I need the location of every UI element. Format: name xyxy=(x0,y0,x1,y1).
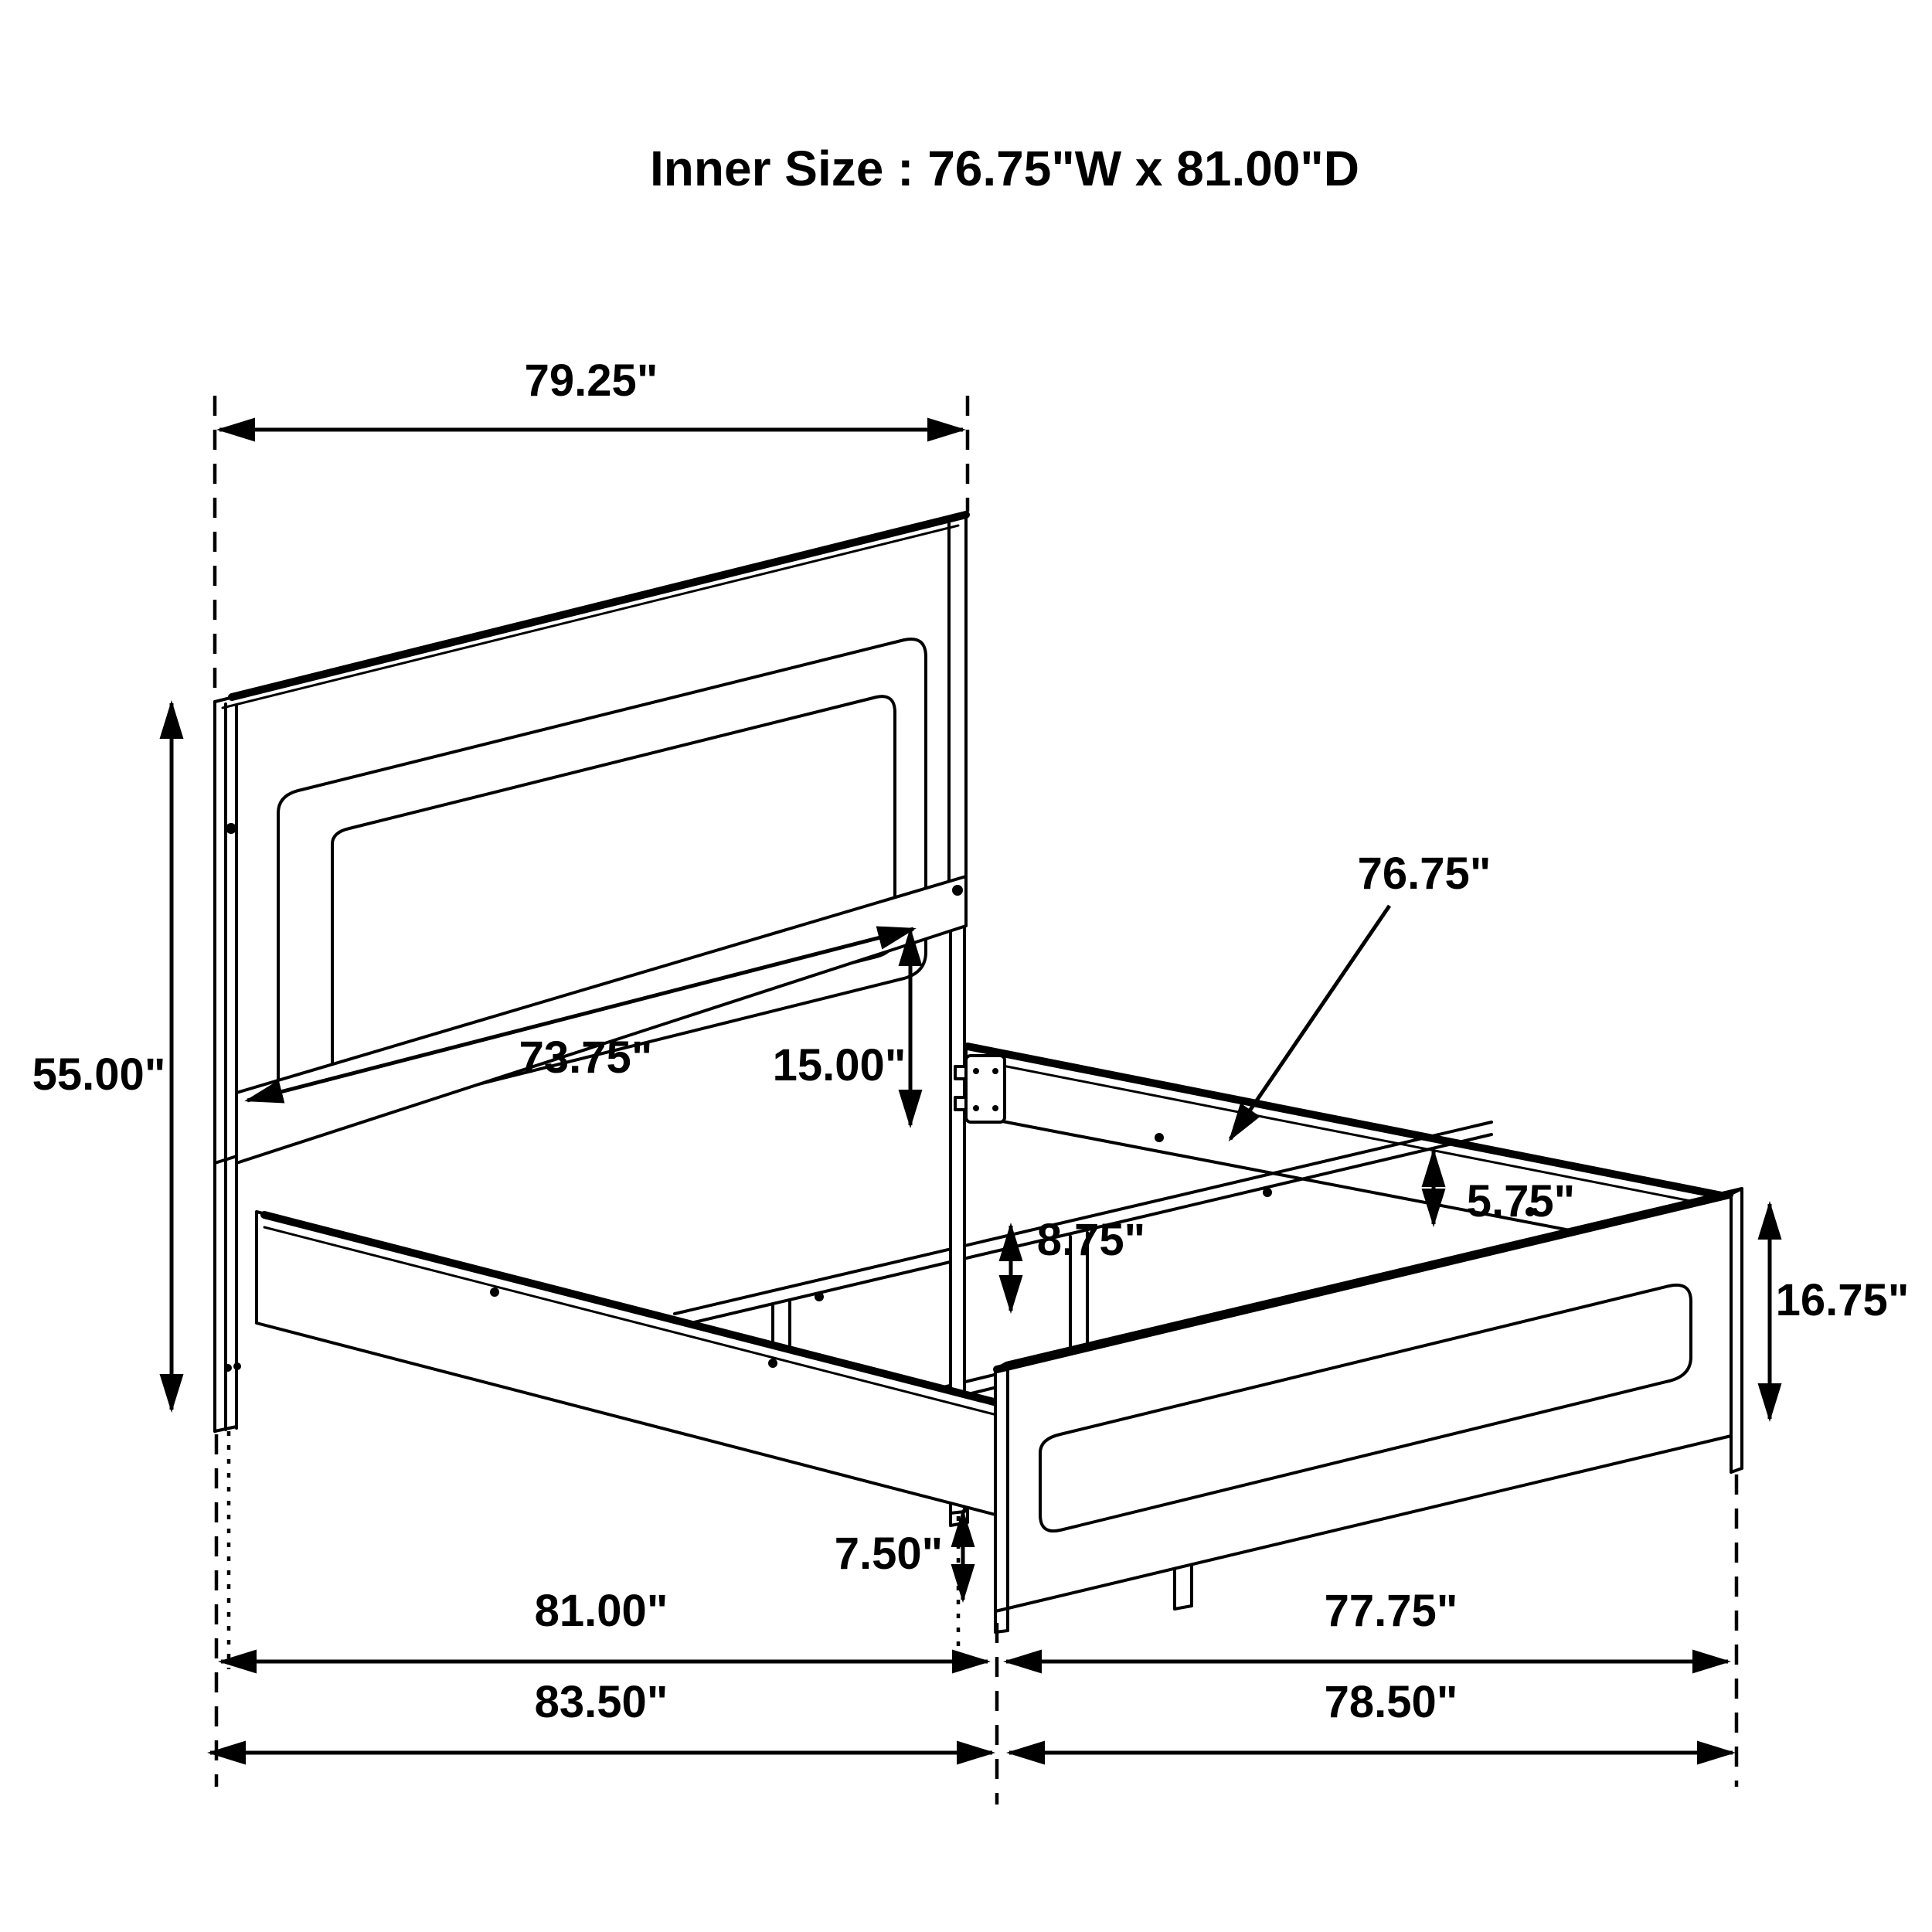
dim-inner-depth xyxy=(221,1586,988,1662)
near-side-rail xyxy=(257,1212,995,1515)
dim-label-panel-to-slat-gap: 15.00" xyxy=(772,1040,906,1090)
dim-footboard-height xyxy=(1770,1204,1909,1419)
dim-label-footboard-inner-span: 77.75" xyxy=(1324,1586,1458,1636)
dim-label-footboard-outer-span: 78.50" xyxy=(1324,1677,1458,1727)
dim-label-headboard-height: 55.00" xyxy=(32,1049,166,1100)
dim-label-headboard-inner-width: 73.75" xyxy=(519,1032,653,1083)
dim-slat-length xyxy=(1230,849,1491,1139)
dim-label-footboard-height: 16.75" xyxy=(1775,1275,1910,1325)
dim-label-rail-floor-clearance: 7.50" xyxy=(834,1529,944,1579)
dim-rail-floor-clearance xyxy=(835,1512,963,1600)
dim-label-headboard-width: 79.25" xyxy=(524,355,658,406)
dim-label-inner-depth: 81.00" xyxy=(534,1586,668,1636)
page-title: Inner Size : 76.75"W x 81.00"D xyxy=(650,141,1359,196)
dim-label-slat-length: 76.75" xyxy=(1357,849,1492,899)
bed-drawing xyxy=(215,513,1742,1632)
dim-headboard-width xyxy=(219,355,963,430)
dim-label-slat-floor-height: 8.75" xyxy=(1036,1215,1146,1265)
dim-overall-depth xyxy=(210,1677,992,1753)
dim-footboard-outer-span xyxy=(1009,1677,1733,1753)
dim-footboard-inner-span xyxy=(1006,1586,1728,1662)
dim-headboard-height xyxy=(32,703,172,1410)
dim-label-overall-depth: 83.50" xyxy=(534,1677,668,1727)
dim-label-rail-to-slat-drop: 5.75" xyxy=(1466,1176,1576,1226)
